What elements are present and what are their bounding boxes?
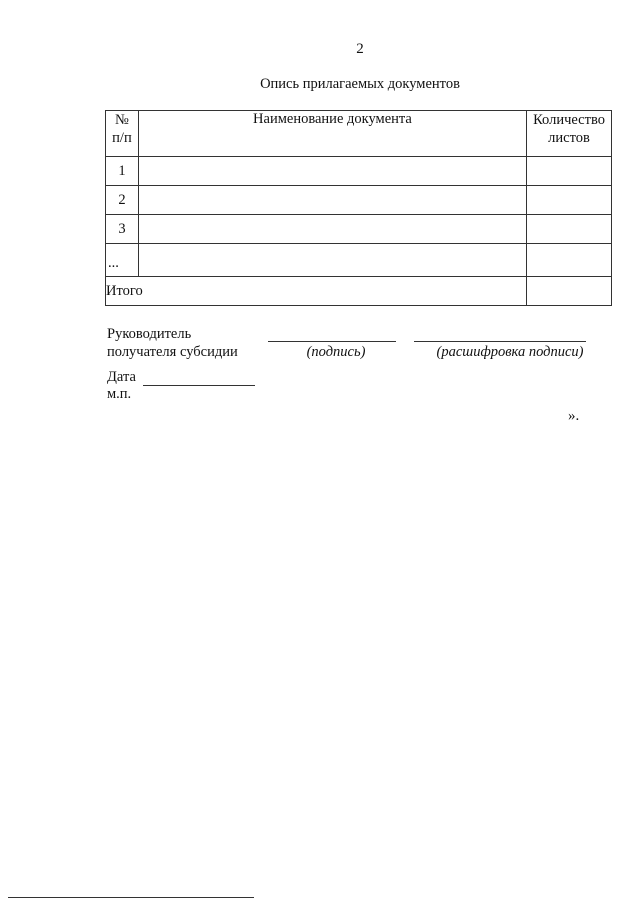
signature-decode-line <box>414 341 586 342</box>
header-document-name: Наименование документа <box>138 111 526 157</box>
total-value <box>527 277 612 306</box>
header-count-line2: листов <box>548 130 590 146</box>
signatory-role-line2: получателя субсидии <box>107 344 238 360</box>
row-document-name <box>138 244 526 277</box>
table-row <box>106 215 612 244</box>
signatory-role-line1: Руководитель <box>107 326 192 342</box>
signatory-role <box>107 325 238 361</box>
total-label: Итого <box>106 277 527 306</box>
document-title: Опись прилагаемых документов <box>260 76 460 92</box>
row-document-name <box>138 186 526 215</box>
row-number: 2 <box>106 186 139 215</box>
row-document-name <box>138 157 526 186</box>
footer-rule <box>8 897 254 898</box>
table-total-row <box>106 277 612 306</box>
header-sheet-count <box>527 111 612 157</box>
table-header-row <box>106 111 612 157</box>
header-count-line1: Количество <box>533 112 605 128</box>
header-number-line1: № <box>115 112 129 128</box>
header-number <box>106 111 139 157</box>
stamp-place-label: м.п. <box>107 386 132 402</box>
row-sheet-count <box>527 244 612 277</box>
table-row <box>106 186 612 215</box>
documents-table <box>105 110 612 306</box>
signature-line <box>268 341 396 342</box>
row-sheet-count <box>527 157 612 186</box>
header-number-line2: п/п <box>112 130 132 146</box>
row-number: 1 <box>106 157 139 186</box>
signature-caption: (подпись) <box>306 344 366 360</box>
page-number: 2 <box>356 41 364 57</box>
table-row <box>106 157 612 186</box>
table-row <box>106 244 612 277</box>
row-sheet-count <box>527 215 612 244</box>
date-line <box>143 385 255 386</box>
date-label: Дата <box>107 369 136 385</box>
signature-decode-caption: (расшифровка подписи) <box>436 344 584 360</box>
row-sheet-count <box>527 186 612 215</box>
row-document-name <box>138 215 526 244</box>
row-number: 3 <box>106 215 139 244</box>
row-number: ... <box>106 244 139 277</box>
closing-quote: ». <box>568 408 580 424</box>
